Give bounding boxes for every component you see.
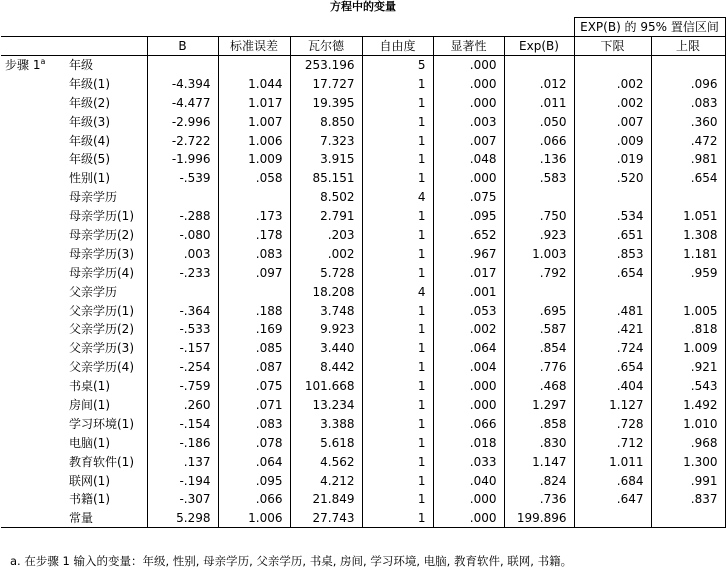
cell-expb: 199.896 [504,509,574,528]
cell-df: 1 [362,414,433,433]
cell-expb: 1.147 [504,452,574,471]
cell-expb: .050 [504,112,574,131]
cell-se: 1.006 [218,131,290,150]
variable-name: 年级 [69,58,94,73]
cell-b: -.364 [147,301,218,320]
cell-sig: .007 [433,131,504,150]
cell-sig: .000 [433,169,504,188]
cell-lower [574,188,651,207]
cell-b: -4.477 [147,93,218,112]
cell-se: .095 [218,471,290,490]
cell-upper: .818 [651,320,725,339]
cell-wald: 101.668 [290,377,362,396]
cell-lower: .654 [574,358,651,377]
cell-df: 1 [362,490,433,509]
cell-expb: .587 [504,320,574,339]
cell-sig: .003 [433,112,504,131]
variable-name: 父亲学历(1) [69,303,134,318]
cell-df: 1 [362,452,433,471]
variable-name: 性别(1) [69,171,110,186]
cell-df: 1 [362,396,433,415]
cell-upper [651,509,725,528]
cell-df: 1 [362,339,433,358]
step-cell [1,301,65,320]
cell-df: 1 [362,320,433,339]
variable-name: 父亲学历(3) [69,341,134,356]
step-cell [1,112,65,131]
step-cell [1,207,65,226]
step-label [1,56,65,75]
cell-sig: .095 [433,207,504,226]
cell-lower [574,56,651,75]
cell-wald: 3.915 [290,150,362,169]
cell-se: .071 [218,396,290,415]
cell-df: 1 [362,74,433,93]
cell-sig: .004 [433,358,504,377]
step-label-text: 步骤 1 [5,58,41,73]
variable-name: 年级(2) [69,95,110,110]
step-cell [1,433,65,452]
table-row [1,56,725,75]
variable-name: 年级(4) [69,133,110,148]
variable-name: 年级(3) [69,114,110,129]
cell-df: 1 [362,112,433,131]
cell-b: -.288 [147,207,218,226]
variable-name: 房间(1) [69,397,110,412]
cell-se: .087 [218,358,290,377]
cell-df: 4 [362,282,433,301]
table-row [1,207,725,226]
cell-upper [651,282,725,301]
step-cell [1,282,65,301]
cell-sig: .033 [433,452,504,471]
cell-lower: .421 [574,320,651,339]
variable-name: 年级(1) [69,76,110,91]
col-header-b: B [147,37,218,56]
cell-df: 5 [362,56,433,75]
variable-name: 父亲学历(2) [69,322,134,337]
cell-wald: 8.850 [290,112,362,131]
cell-lower: .651 [574,226,651,245]
table-row [1,301,725,320]
cell-lower [574,282,651,301]
table-body [1,56,725,528]
cell-upper: 1.010 [651,414,725,433]
step-cell [1,226,65,245]
cell-expb: .830 [504,433,574,452]
cell-sig: .066 [433,414,504,433]
cell-sig: .000 [433,509,504,528]
variable-name: 母亲学历 [69,190,118,205]
col-header-df: 自由度 [362,37,433,56]
cell-expb: .066 [504,131,574,150]
step-cell [1,93,65,112]
cell-lower: .728 [574,414,651,433]
cell-expb: .136 [504,150,574,169]
cell-b: .003 [147,244,218,263]
col-header-upper: 上限 [651,37,725,56]
cell-upper: 1.300 [651,452,725,471]
cell-upper: .959 [651,263,725,282]
cell-upper: 1.492 [651,396,725,415]
table-row [1,452,725,471]
cell-df: 1 [362,433,433,452]
cell-b: -.154 [147,414,218,433]
cell-sig: .000 [433,56,504,75]
header-blank [1,18,65,37]
step-cell [1,509,65,528]
step-cell [1,244,65,263]
step-cell [1,74,65,93]
cell-wald: 4.212 [290,471,362,490]
cell-expb [504,188,574,207]
cell-b: -.186 [147,433,218,452]
step-cell [1,263,65,282]
cell-upper: .921 [651,358,725,377]
variable-name: 常量 [65,509,147,528]
cell-se: 1.006 [218,509,290,528]
variable-name: 书籍(1) [69,492,110,507]
cell-df: 1 [362,301,433,320]
variable-name: 母亲学历(4) [69,265,134,280]
cell-df: 1 [362,471,433,490]
table-row [1,358,725,377]
cell-wald: 8.442 [290,358,362,377]
cell-b: -.254 [147,358,218,377]
cell-sig: .075 [433,188,504,207]
cell-b: -2.722 [147,131,218,150]
col-header-se: 标准误差 [218,37,290,56]
cell-lower: .009 [574,131,651,150]
cell-lower: .853 [574,244,651,263]
cell-b: -.194 [147,471,218,490]
step-cell [1,452,65,471]
cell-se: .097 [218,263,290,282]
cell-se: 1.017 [218,93,290,112]
cell-se: .169 [218,320,290,339]
step-cell [1,414,65,433]
cell-sig: .000 [433,396,504,415]
variable-name: 母亲学历(3) [69,246,134,261]
cell-sig: .002 [433,320,504,339]
table-row [1,509,725,528]
variable-name: 父亲学历(4) [69,360,134,375]
table-row [1,112,725,131]
cell-b: .137 [147,452,218,471]
step-cell [1,490,65,509]
cell-wald: 8.502 [290,188,362,207]
step-cell [1,169,65,188]
cell-expb: .923 [504,226,574,245]
cell-wald: 253.196 [290,56,362,75]
cell-expb: .824 [504,471,574,490]
variable-name: 电脑(1) [69,435,110,450]
cell-se [218,188,290,207]
cell-upper: .968 [651,433,725,452]
cell-sig: .053 [433,301,504,320]
cell-sig: .000 [433,490,504,509]
cell-df: 1 [362,93,433,112]
variables-in-equation-table [1,17,726,528]
cell-b [147,56,218,75]
cell-wald: 2.791 [290,207,362,226]
cell-df: 1 [362,244,433,263]
cell-se: .085 [218,339,290,358]
cell-upper: .543 [651,377,725,396]
cell-upper: 1.308 [651,226,725,245]
footnote-marker: a [40,57,46,67]
cell-expb: .854 [504,339,574,358]
cell-expb: .776 [504,358,574,377]
cell-lower: 1.127 [574,396,651,415]
cell-b: .260 [147,396,218,415]
table-row [1,433,725,452]
table-row [1,188,725,207]
cell-df: 1 [362,226,433,245]
cell-sig: .967 [433,244,504,263]
variable-name: 母亲学历(1) [69,209,134,224]
step-cell [1,339,65,358]
variable-name: 学习环境(1) [69,416,134,431]
cell-wald: 4.562 [290,452,362,471]
cell-se: .064 [218,452,290,471]
cell-df: 1 [362,509,433,528]
variable-name: 书桌(1) [69,379,110,394]
cell-upper: .991 [651,471,725,490]
cell-wald: .002 [290,244,362,263]
table-row [1,320,725,339]
table-row [1,414,725,433]
cell-df: 1 [362,131,433,150]
cell-expb: .012 [504,74,574,93]
cell-se: .078 [218,433,290,452]
cell-wald: 13.234 [290,396,362,415]
cell-wald: 27.743 [290,509,362,528]
table-row [1,150,725,169]
cell-upper [651,56,725,75]
cell-se: .188 [218,301,290,320]
cell-wald: 21.849 [290,490,362,509]
cell-expb: 1.297 [504,396,574,415]
cell-df: 1 [362,207,433,226]
cell-se: .058 [218,169,290,188]
cell-wald: 3.388 [290,414,362,433]
cell-expb: .858 [504,414,574,433]
cell-se: .083 [218,414,290,433]
cell-b: -.307 [147,490,218,509]
cell-lower: .520 [574,169,651,188]
cell-se [218,56,290,75]
cell-b: -.533 [147,320,218,339]
cell-df: 1 [362,377,433,396]
variable-name: 母亲学历(2) [69,227,134,242]
cell-upper: .096 [651,74,725,93]
cell-expb: 1.003 [504,244,574,263]
cell-lower: .724 [574,339,651,358]
cell-se: .075 [218,377,290,396]
cell-expb: .468 [504,377,574,396]
step-cell [1,396,65,415]
step-cell [1,320,65,339]
table-title: 方程中的变量 [330,0,396,13]
cell-df: 1 [362,150,433,169]
cell-se: 1.044 [218,74,290,93]
ci-group-header: EXP(B) 的 95% 置信区间 [574,18,725,37]
cell-wald: 5.728 [290,263,362,282]
step-cell [1,131,65,150]
variable-name: 联网(1) [69,473,110,488]
cell-sig: .001 [433,282,504,301]
table-row [1,226,725,245]
step-cell [1,188,65,207]
cell-wald: 85.151 [290,169,362,188]
cell-se: .178 [218,226,290,245]
table-row [1,263,725,282]
cell-sig: .000 [433,377,504,396]
cell-wald: 17.727 [290,74,362,93]
cell-se: 1.007 [218,112,290,131]
step-cell [1,377,65,396]
cell-b: -4.394 [147,74,218,93]
cell-upper: 1.009 [651,339,725,358]
cell-sig: .018 [433,433,504,452]
cell-lower: .654 [574,263,651,282]
cell-upper: .360 [651,112,725,131]
cell-wald: 19.395 [290,93,362,112]
table-row [1,131,725,150]
cell-lower: .647 [574,490,651,509]
cell-upper: 1.051 [651,207,725,226]
cell-sig: .000 [433,93,504,112]
cell-lower: .002 [574,74,651,93]
cell-se: 1.009 [218,150,290,169]
cell-se: .173 [218,207,290,226]
col-header-sig: 显著性 [433,37,504,56]
cell-expb: .695 [504,301,574,320]
cell-sig: .017 [433,263,504,282]
cell-b: -2.996 [147,112,218,131]
cell-wald: .203 [290,226,362,245]
cell-lower: .007 [574,112,651,131]
cell-upper: .837 [651,490,725,509]
col-header-wald: 瓦尔德 [290,37,362,56]
col-header-lower: 下限 [574,37,651,56]
cell-expb [504,56,574,75]
table-row [1,93,725,112]
cell-expb: .750 [504,207,574,226]
cell-expb: .011 [504,93,574,112]
cell-b: -.539 [147,169,218,188]
cell-b: -.157 [147,339,218,358]
cell-upper [651,188,725,207]
table-row [1,377,725,396]
table-row [1,169,725,188]
cell-lower: .712 [574,433,651,452]
cell-sig: .000 [433,74,504,93]
cell-b: -.080 [147,226,218,245]
cell-df: 1 [362,169,433,188]
col-header-expb: Exp(B) [504,37,574,56]
cell-se [218,282,290,301]
cell-b [147,188,218,207]
cell-lower: .002 [574,93,651,112]
table-row [1,471,725,490]
cell-lower: 1.011 [574,452,651,471]
table-row [1,244,725,263]
cell-upper: .472 [651,131,725,150]
cell-df: 1 [362,358,433,377]
table-row [1,339,725,358]
cell-se: .066 [218,490,290,509]
cell-b [147,282,218,301]
cell-se: .083 [218,244,290,263]
cell-lower: .404 [574,377,651,396]
cell-sig: .048 [433,150,504,169]
cell-sig: .652 [433,226,504,245]
cell-upper: .654 [651,169,725,188]
cell-wald: 5.618 [290,433,362,452]
step-cell [1,150,65,169]
cell-df: 1 [362,263,433,282]
cell-lower: .534 [574,207,651,226]
cell-b: -1.996 [147,150,218,169]
cell-lower [574,509,651,528]
cell-sig: .064 [433,339,504,358]
cell-wald: 18.208 [290,282,362,301]
step-cell [1,471,65,490]
variable-name: 年级(5) [69,152,110,167]
cell-upper: 1.005 [651,301,725,320]
cell-expb: .792 [504,263,574,282]
cell-lower: .684 [574,471,651,490]
cell-wald: 3.748 [290,301,362,320]
cell-b: -.233 [147,263,218,282]
step-cell [1,358,65,377]
cell-expb [504,282,574,301]
cell-wald: 3.440 [290,339,362,358]
footnote: a. 在步骤 1 输入的变量：年级, 性别, 母亲学历, 父亲学历, 书桌, 房间, 学习环境, 电脑, 教育软件, 联网, 书籍。 [10,554,573,568]
cell-b: 5.298 [147,509,218,528]
cell-expb: .583 [504,169,574,188]
cell-df: 4 [362,188,433,207]
variable-name: 教育软件(1) [69,454,134,469]
cell-wald: 7.323 [290,131,362,150]
table-row [1,282,725,301]
variable-name: 父亲学历 [69,284,118,299]
cell-sig: .040 [433,471,504,490]
cell-upper: .083 [651,93,725,112]
cell-wald: 9.923 [290,320,362,339]
table-row [1,490,725,509]
cell-upper: 1.181 [651,244,725,263]
table-row [1,396,725,415]
cell-expb: .736 [504,490,574,509]
cell-upper: .981 [651,150,725,169]
cell-lower: .481 [574,301,651,320]
cell-lower: .019 [574,150,651,169]
cell-b: -.759 [147,377,218,396]
table-row [1,74,725,93]
